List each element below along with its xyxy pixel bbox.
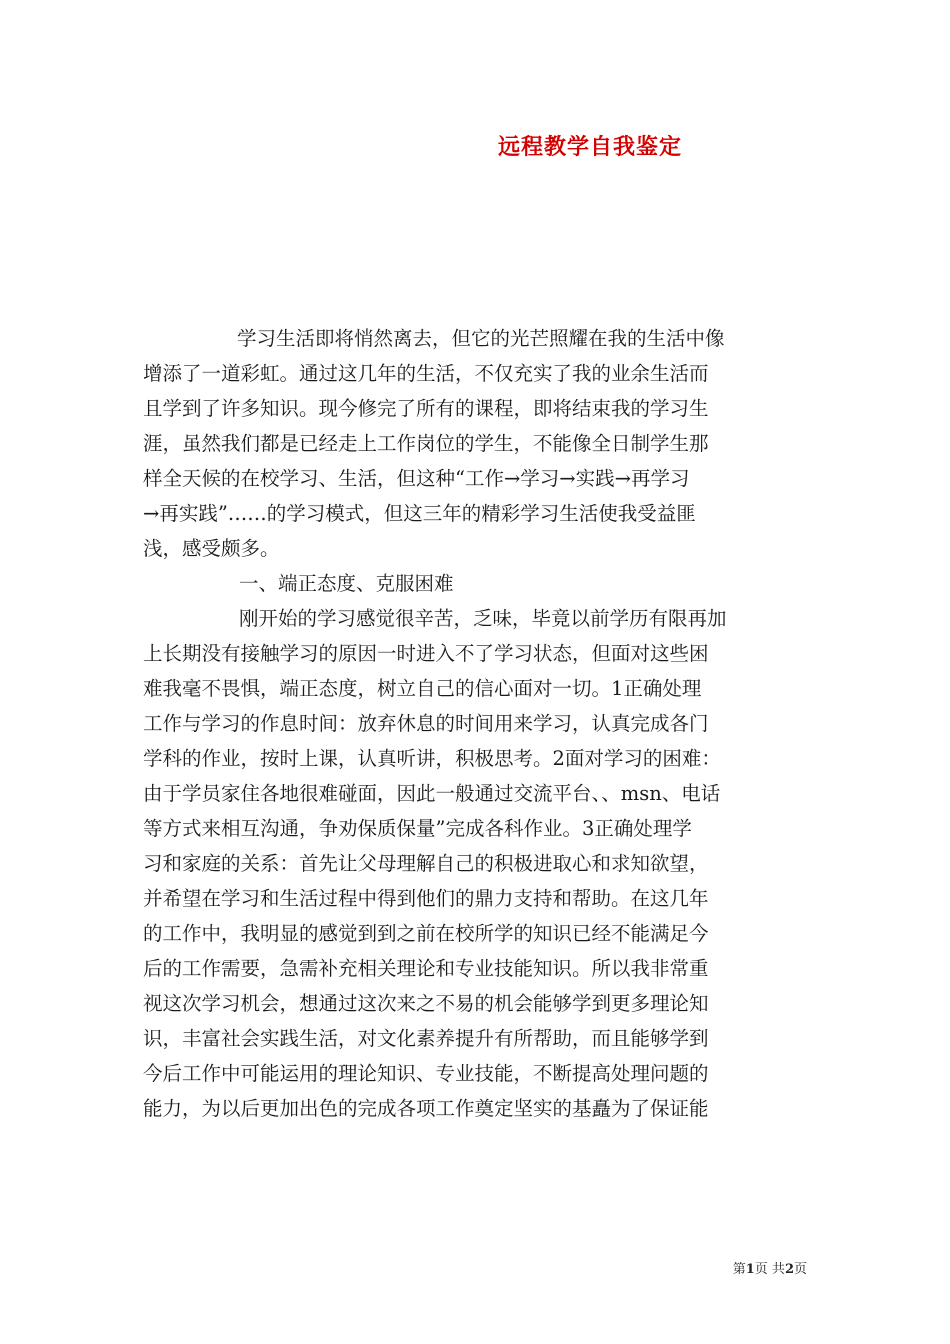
paragraph-line: 工作与学习的作息时间：放弃休息的时间用来学习，认真完成各门 — [143, 712, 709, 735]
paragraph-line: 难我毫不畏惧，端正态度，树立自己的信心面对一切。1正确处理 — [143, 677, 702, 700]
paragraph-line: 刚开始的学习感觉很辛苦，乏味，毕竟以前学历有限再加 — [239, 607, 727, 630]
paragraph-line: →再实践”……的学习模式，但这三年的精彩学习生活使我受益匪 — [143, 502, 696, 525]
paragraph-line: 的工作中，我明显的感觉到到之前在校所学的知识已经不能满足今 — [143, 922, 709, 945]
paragraph-line: 由于学员家住各地很难碰面，因此一般通过交流平台、、msn、电话 — [143, 782, 721, 805]
paragraph-line: 学习生活即将悄然离去，但它的光芒照耀在我的生活中像 — [237, 327, 725, 350]
section-heading: 一、端正态度、克服困难 — [239, 572, 454, 595]
paragraph-line: 等方式来相互沟通，争劝保质保量”完成各科作业。3正确处理学 — [143, 817, 692, 840]
document-body — [143, 321, 809, 1126]
footer-page-number: 1 — [745, 1262, 755, 1277]
paragraph-line: 并希望在学习和生活过程中得到他们的鼎力支持和帮助。在这几年 — [143, 887, 709, 910]
paragraph-line: 涯，虽然我们都是已经走上工作岗位的学生，不能像全日制学生那 — [143, 432, 709, 455]
paragraph-line: 且学到了许多知识。现今修完了所有的课程，即将结束我的学习生 — [143, 397, 709, 420]
paragraph-line: 学科的作业，按时上课，认真听讲，积极思考。2面对学习的困难： — [143, 747, 721, 770]
paragraph-line: 习和家庭的关系：首先让父母理解自己的积极进取心和求知欲望， — [143, 852, 709, 875]
paragraph-line: 上长期没有接触学习的原因一时进入不了学习状态，但面对这些困 — [143, 642, 709, 665]
paragraph-line: 识，丰富社会实践生活，对文化素养提升有所帮助，而且能够学到 — [143, 1027, 709, 1050]
paragraph-line: 今后工作中可能运用的理论知识、专业技能，不断提高处理问题的 — [143, 1062, 709, 1085]
document-title: 远程教学自我鉴定 — [497, 134, 682, 160]
paragraph-line: 样全天候的在校学习、生活，但这种“工作→学习→实践→再学习 — [143, 467, 690, 490]
paragraph-line: 视这次学习机会，想通过这次来之不易的机会能够学到更多理论知 — [143, 992, 709, 1015]
paragraph-line: 增添了一道彩虹。通过这几年的生活，不仅充实了我的业余生活而 — [143, 362, 709, 385]
footer-middle: 页 共 — [754, 1262, 785, 1277]
paragraph-line: 能力，为以后更加出色的完成各项工作奠定坚实的基矗为了保证能 — [143, 1097, 709, 1120]
footer-suffix: 页 — [793, 1262, 807, 1277]
paragraph-line: 后的工作需要，急需补充相关理论和专业技能知识。所以我非常重 — [143, 957, 709, 980]
footer-total-pages: 2 — [784, 1262, 794, 1277]
paragraph-line: 浅，感受颇多。 — [143, 537, 280, 560]
page-footer — [733, 1258, 807, 1277]
footer-prefix: 第 — [732, 1262, 746, 1277]
